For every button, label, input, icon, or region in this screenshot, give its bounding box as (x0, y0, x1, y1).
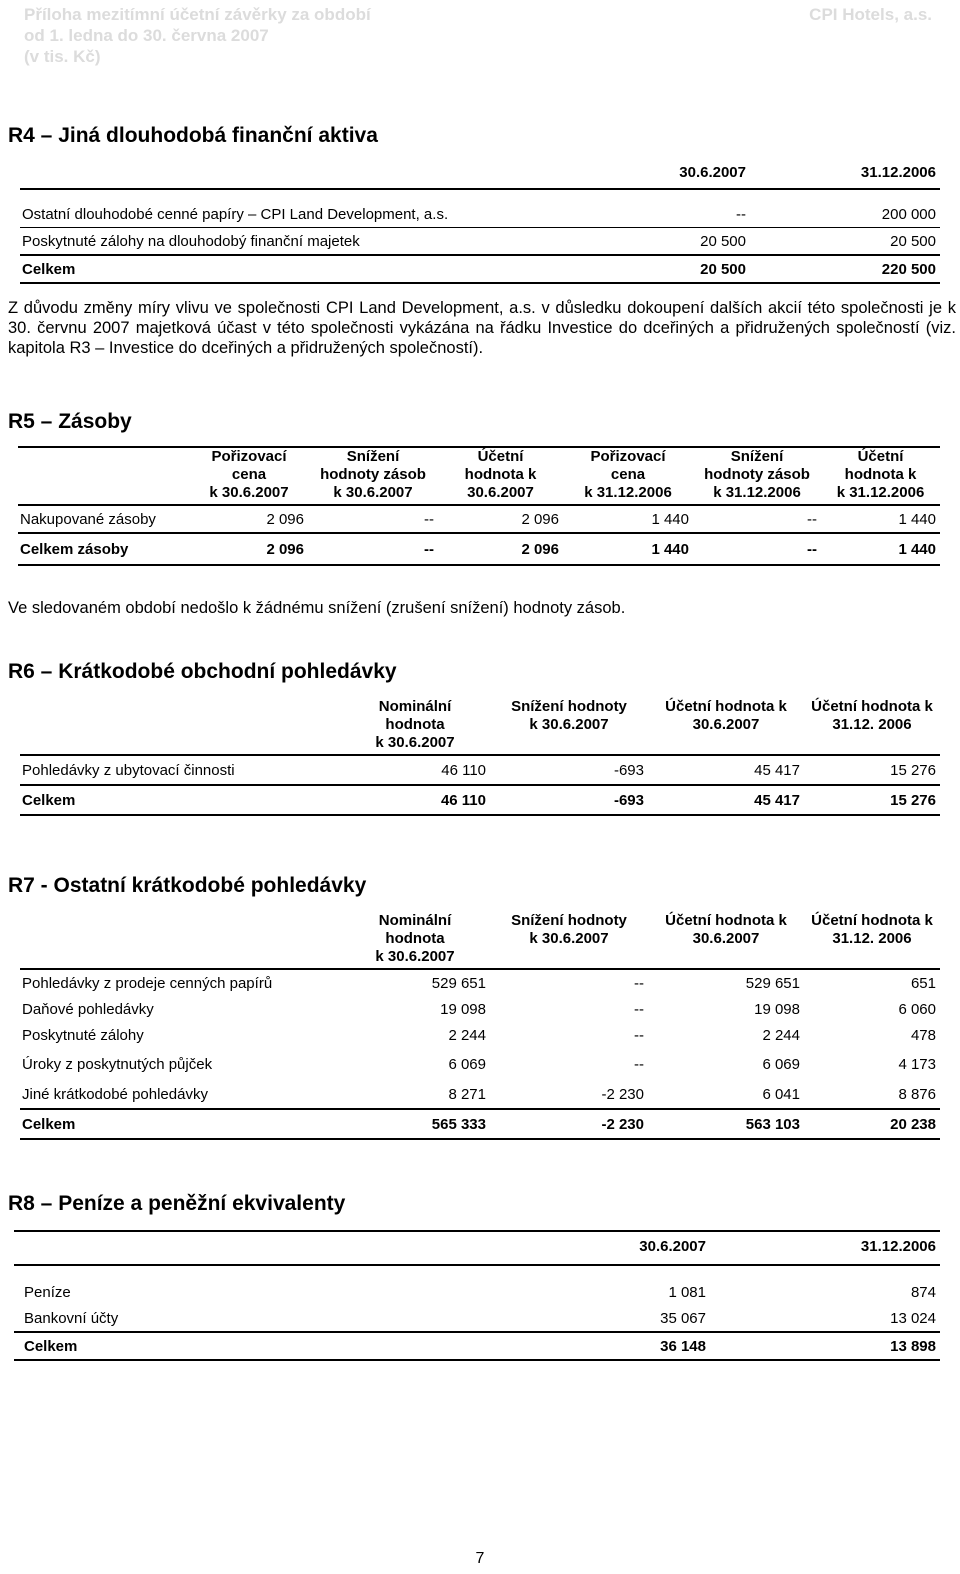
cell-value: 1 440 (563, 505, 693, 533)
cell-value: 20 500 (550, 228, 750, 256)
row-label: Celkem (20, 785, 340, 815)
table-row (20, 201, 940, 228)
table-header-row (14, 1231, 940, 1265)
total-row (20, 1109, 940, 1139)
cell-value: 20 500 (750, 228, 940, 256)
cell-value: 1 440 (821, 505, 940, 533)
row-label: Celkem (14, 1332, 534, 1360)
table-row (20, 1080, 940, 1109)
column-header: Účetní hodnota k 30.6.2007 (648, 912, 804, 969)
table-row (20, 1022, 940, 1048)
table-row (14, 1279, 940, 1305)
table-row (20, 1048, 940, 1080)
cell-value: 19 098 (440, 1000, 486, 1018)
section-title-r8: R8 – Peníze a peněžní ekvivalenty (8, 1192, 346, 1215)
header-line-1: Příloha mezitímní účetní závěrky za období (24, 5, 371, 24)
row-label: Nakupované zásoby (18, 505, 190, 533)
column-header: 30.6.2007 (534, 1231, 710, 1265)
cell-value: 6 069 (448, 1055, 486, 1073)
cell-value: 1 440 (821, 533, 940, 565)
section-title-r4: R4 – Jiná dlouhodobá finanční aktiva (8, 124, 378, 147)
section-title-r5: R5 – Zásoby (8, 410, 132, 433)
r5-note: Ve sledovaném období nedošlo k žádnému snížení (zrušení snížení) hodnoty zásob. (8, 599, 626, 617)
row-label: Poskytnuté zálohy (22, 1026, 144, 1044)
cell-value: -- (634, 1055, 644, 1073)
row-label: Bankovní účty (14, 1305, 534, 1332)
table-row (18, 505, 940, 533)
cell-value: 20 500 (550, 255, 750, 283)
cell-value: -- (693, 533, 821, 565)
page-number: 7 (475, 1550, 485, 1567)
cell-value: 2 096 (438, 533, 563, 565)
cell-value: 19 098 (754, 1000, 800, 1018)
cell-value: 529 651 (745, 974, 800, 992)
cell-value: 6 069 (762, 1055, 800, 1073)
cell-value: 1 081 (668, 1283, 706, 1301)
column-header: 31.12.2006 (710, 1231, 940, 1265)
cell-value: -- (550, 201, 750, 228)
cell-value: -693 (490, 755, 648, 785)
table-row (20, 996, 940, 1022)
cell-value: 6 041 (648, 1080, 804, 1109)
row-label: Pohledávky z ubytovací činnosti (20, 755, 340, 785)
cell-value: -- (634, 974, 644, 992)
total-row (20, 785, 940, 815)
row-label: Daňové pohledávky (22, 1000, 154, 1018)
cell-value: 220 500 (750, 255, 940, 283)
column-header: Snížení hodnoty k 30.6.2007 (490, 698, 648, 755)
cell-value: -- (308, 533, 438, 565)
cell-value: 563 103 (648, 1109, 804, 1139)
column-header: Nominální hodnota k 30.6.2007 (340, 698, 490, 755)
cell-value: 529 651 (431, 974, 486, 992)
cell-value: 1 440 (563, 533, 693, 565)
column-header: Pořizovací cena k 30.6.2007 (190, 447, 308, 505)
cell-value: -2 230 (490, 1109, 648, 1139)
row-label: Celkem (20, 255, 550, 283)
cell-value: 200 000 (750, 201, 940, 228)
cell-value: 45 417 (648, 785, 804, 815)
cell-value: 8 876 (804, 1080, 940, 1109)
cell-value: 478 (910, 1026, 936, 1044)
cell-value: 13 024 (710, 1305, 940, 1332)
report-header (24, 4, 371, 67)
cell-value: 6 060 (898, 1000, 936, 1018)
header-line-2: od 1. ledna do 30. června 2007 (24, 26, 269, 45)
cell-value: 13 898 (710, 1332, 940, 1360)
column-header: Snížení hodnoty k 30.6.2007 (490, 912, 648, 969)
r6-table (20, 698, 940, 816)
cell-value: 35 067 (534, 1305, 710, 1332)
table-row (20, 969, 940, 996)
column-header: Snížení hodnoty zásob k 30.6.2007 (308, 447, 438, 505)
table-header-row (18, 447, 940, 505)
row-label: Celkem zásoby (18, 533, 190, 565)
total-row (20, 255, 940, 283)
column-header: Snížení hodnoty zásob k 31.12.2006 (693, 447, 821, 505)
cell-value: -- (634, 1026, 644, 1044)
r4-note: Z důvodu změny míry vlivu ve společnosti CPI Land Development, a.s. v důsledku dokoupení dalších akcií této společnosti je k 30. červnu 2007 majetková účast v této společnosti vykázána na řádku Investice do dceřiných a přidružených společností (viz. kapitola R3 – Investice do dceřiných a přidružených společností). (8, 299, 956, 357)
row-label: Poskytnuté zálohy na dlouhodobý finanční majetek (20, 228, 550, 256)
company-name: CPI Hotels, a.s. (809, 5, 932, 24)
table-header-row (20, 698, 940, 755)
section-title-r6: R6 – Krátkodobé obchodní pohledávky (8, 660, 397, 683)
cell-value: 8 271 (340, 1080, 490, 1109)
section-title-r7: R7 - Ostatní krátkodobé pohledávky (8, 874, 367, 897)
cell-value: -2 230 (490, 1080, 648, 1109)
total-row (14, 1332, 940, 1360)
row-label: Úroky z poskytnutých půjček (22, 1055, 213, 1073)
table-header-row (20, 164, 940, 189)
cell-value: 4 173 (898, 1055, 936, 1073)
column-header: Účetní hodnota k 30.6.2007 (648, 698, 804, 755)
row-label: Ostatní dlouhodobé cenné papíry – CPI Land Development, a.s. (20, 201, 550, 228)
cell-value: 2 096 (438, 505, 563, 533)
r4-table (20, 164, 940, 284)
cell-value: 46 110 (340, 755, 490, 785)
cell-value: 874 (910, 1283, 936, 1301)
cell-value: 20 238 (804, 1109, 940, 1139)
table-row (20, 228, 940, 256)
cell-value: -- (634, 1000, 644, 1018)
cell-value: 2 096 (190, 533, 308, 565)
cell-value: 2 244 (762, 1026, 800, 1044)
header-line-3: (v tis. Kč) (24, 47, 101, 66)
cell-value: 46 110 (340, 785, 490, 815)
cell-value: -- (693, 505, 821, 533)
cell-value: 2 244 (448, 1026, 486, 1044)
cell-value: -- (308, 505, 438, 533)
column-header: 30.6.2007 (550, 164, 750, 189)
column-header: Účetní hodnota k k 31.12.2006 (821, 447, 940, 505)
cell-value: 2 096 (190, 505, 308, 533)
r7-table (20, 912, 940, 1140)
column-header: Nominální hodnota k 30.6.2007 (340, 912, 490, 969)
table-header-row (20, 912, 940, 969)
cell-value: 15 276 (804, 785, 940, 815)
cell-value: 651 (910, 974, 936, 992)
cell-value: 565 333 (340, 1109, 490, 1139)
row-label: Jiné krátkodobé pohledávky (20, 1080, 340, 1109)
r8-table (14, 1230, 940, 1361)
column-header: Účetní hodnota k 31.12. 2006 (804, 698, 940, 755)
cell-value: -693 (490, 785, 648, 815)
r5-table (18, 446, 940, 566)
row-label: Pohledávky z prodeje cenných papírů (22, 974, 273, 992)
row-label: Celkem (20, 1109, 340, 1139)
table-row (14, 1305, 940, 1332)
total-row (18, 533, 940, 565)
row-label: Peníze (24, 1283, 71, 1301)
table-row (20, 755, 940, 785)
column-header: Účetní hodnota k 30.6.2007 (438, 447, 563, 505)
column-header: Pořizovací cena k 31.12.2006 (563, 447, 693, 505)
cell-value: 45 417 (648, 755, 804, 785)
column-header: Účetní hodnota k 31.12. 2006 (804, 912, 940, 969)
column-header: 31.12.2006 (750, 164, 940, 189)
cell-value: 15 276 (804, 755, 940, 785)
cell-value: 36 148 (534, 1332, 710, 1360)
